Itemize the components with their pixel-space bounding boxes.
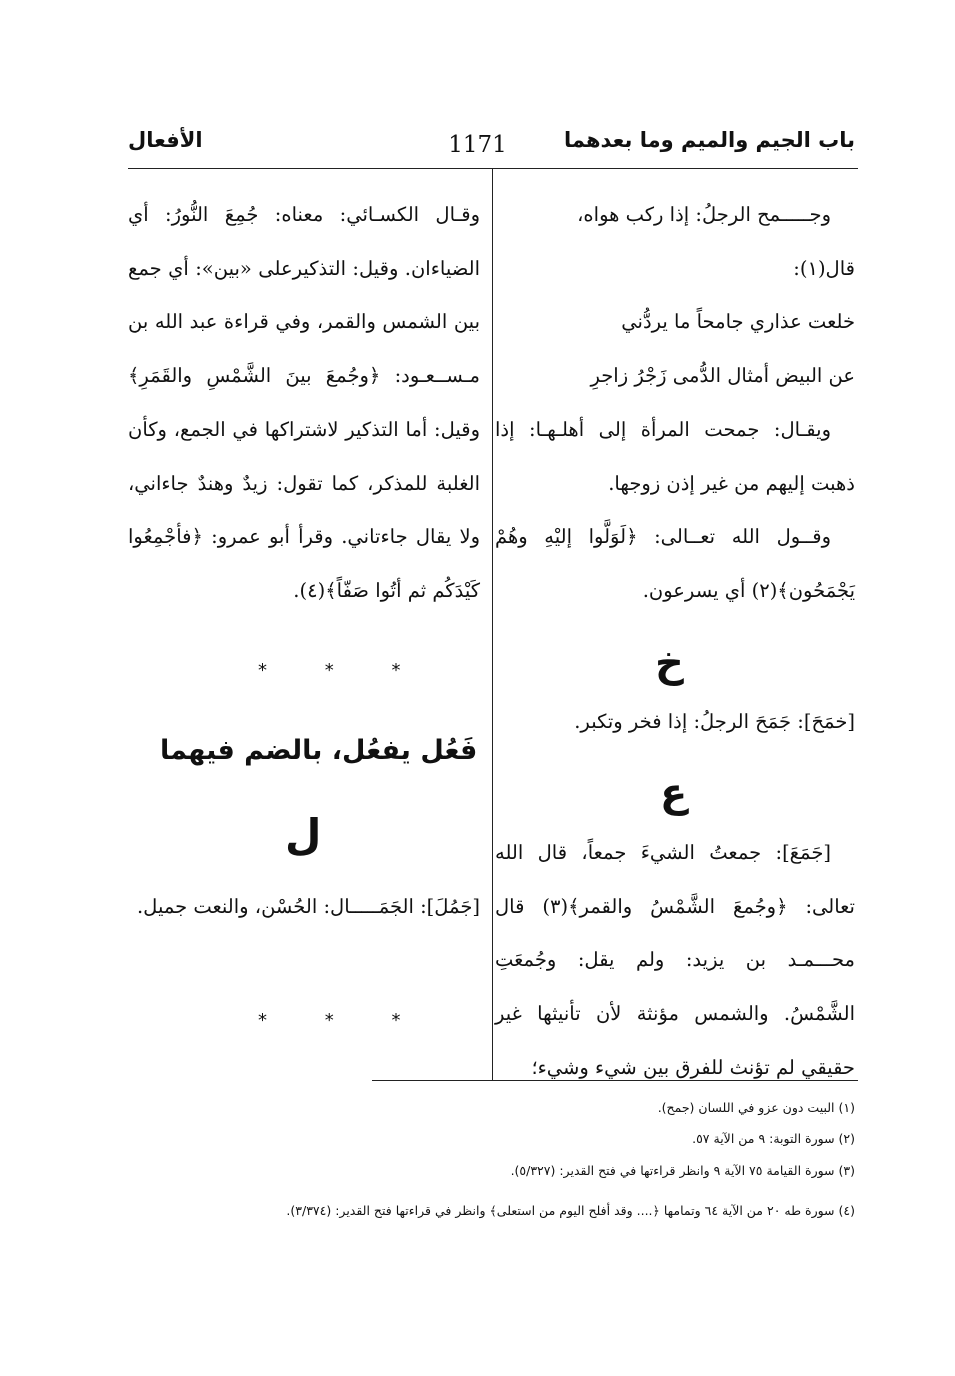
running-head-section: الأفعال	[128, 128, 203, 152]
letter-heading-ain: ع	[660, 770, 688, 816]
footnote-2: (٢) سورة التوبة: ٩ من الآية ٥٧.	[692, 1131, 855, 1146]
entry-jamaa: [جَمَعَ]: جمعتُ الشيءَ جمعاً، قال الله تعالى: ﴿وجُمعَ الشَّمْسُ والقمر﴾(٣) قال محـــمـد بن يزيد: ولم يقل: وجُمعَتِ الشَّمْسُ. والشمس مؤنثة لأن تأنيثها غير حقيقي لم تؤنث للفرق بين شيء وشيء؛	[495, 841, 855, 1079]
footnote-rule	[372, 1080, 858, 1081]
header-rule	[128, 168, 858, 169]
right-column-kha	[495, 695, 855, 749]
entry-jamaha-line2: قال(١):	[793, 256, 855, 280]
right-column	[495, 188, 855, 618]
left-column	[128, 188, 480, 618]
entry-jamaha-line1: وجـــــمح الرجلُ: إذا ركب هواه،	[577, 203, 831, 226]
verse-line-2: عن البيض أمثال الدُّمى زَجْرُ زاجرِ	[590, 364, 855, 388]
left-column-lam	[128, 880, 480, 934]
entry-jamula: [جَمُلَ]: الجَمَـــــال: الحُسْن، والنعت جميل.	[136, 895, 480, 918]
section-title: فَعُل يفعُل، بالضم فيهما	[160, 735, 478, 766]
column-divider	[492, 168, 493, 1080]
footnote-1: (١) البيت دون عزو في اللسان (جمح).	[657, 1100, 855, 1115]
page-number: 1171	[448, 132, 507, 158]
right-column-ain	[495, 826, 855, 1095]
footnote-4: (٤) سورة طه ٢٠ من الآية ٦٤ وتمامها ﴿.... وقد أفلح اليوم من استعلى﴾ وانظر في قراءتها فتح القدير: (٣/٣٧٤).	[286, 1203, 855, 1218]
entry-khamaha: [خمَحَ]: جَمَحَ الرجلُ: إذا فخر وتكبر.	[574, 710, 855, 733]
entry-quran-yajmahun: وقــول الله تعــالى: ﴿لَوَلَّوا إليْهِ وهُمْ يَجْمَحُون﴾(٢) أي يسرعون.	[495, 525, 855, 602]
separator-stars-1: * * *	[258, 660, 427, 681]
entry-kisai: وقـال الكسـائي: معناه: جُمِعَ النُّورُ: أي الضياءان. وقيل: التذكيرعلى «بين»: أي جمع بين الشمس والقمر، وفي قراءة عبد الله بن مـســعـود: ﴿وجُمعَ بينَ الشَّمْسِ والقَمَرِ﴾ وقيل: أما التذكير لاشتراكها في الجمع، وكأن الغلبة للمذكر، كما تقول: زيدٌ وهندٌ جاءاني، ولا يقال جاءتاني. وقرأ أبو عمرو: ﴿فأجْمِعُوا كَيْدَكُم ثم أتُوا صَفّاً﴾(٤).	[128, 203, 480, 602]
running-head-chapter: باب الجيم والميم وما بعدهما	[564, 128, 855, 152]
letter-heading-kha: خ	[655, 640, 684, 686]
entry-jamahat: ويقـال: جمحت المرأة إلى أهلـهـا: إذا ذهبت إليهم من غير إذن زوجها.	[495, 417, 855, 495]
verse-line-1: خلعت عذاري جامحاً ما يردُّني	[621, 310, 855, 334]
letter-heading-lam: ل	[285, 810, 322, 859]
footnote-3: (٣) سورة القيامة ٧٥ الآية ٩ وانظر قراءتها في فتح القدير: (٥/٣٢٧).	[510, 1163, 855, 1178]
separator-stars-2: * * *	[258, 1010, 427, 1031]
